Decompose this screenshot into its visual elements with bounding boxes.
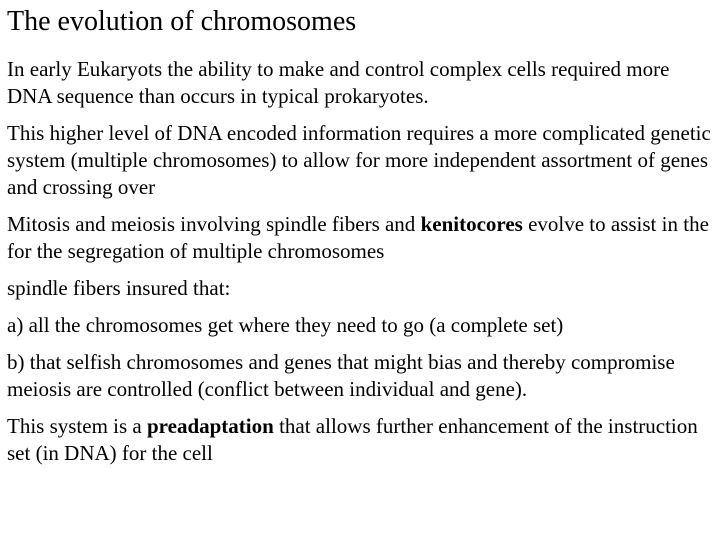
- paragraph-spindle-fibers: spindle fibers insured that:: [7, 276, 231, 300]
- paragraph-preadaptation-text-start: This system is a: [7, 414, 147, 438]
- paragraph-eukaryotes: In early Eukaryots the ability to make and control complex cells required more DNA sequence than occurs in typical prokaryotes.: [7, 57, 670, 108]
- list-item-b: b) that selfish chromosomes and genes that might bias and thereby compromise meiosis are controlled (conflict between individual and gene).: [7, 350, 675, 401]
- slide-title: The evolution of chromosomes: [7, 6, 357, 37]
- slide: [7, 4, 713, 477]
- paragraph-preadaptation-text-end: that allows further enhancement of the instruction set (in DNA) for the cell: [7, 414, 698, 465]
- term-kenitocores: kenitocores: [420, 212, 523, 236]
- paragraph-mitosis-text-start: Mitosis and meiosis involving spindle fibers and: [7, 212, 421, 236]
- paragraph-genetic-system: This higher level of DNA encoded information requires a more complicated genetic system (multiple chromosomes) to allow for more independent assortment of genes and crossing over: [7, 121, 711, 199]
- paragraph-mitosis-text-end: evolve to assist in the for the segregation of multiple chromosomes: [7, 212, 709, 263]
- list-item-a: a) all the chromosomes get where they need to go (a complete set): [7, 313, 564, 337]
- term-preadaptation: preadaptation: [147, 414, 274, 438]
- paragraph-preadaptation: [7, 413, 713, 467]
- paragraph-mitosis-meiosis: [7, 211, 713, 265]
